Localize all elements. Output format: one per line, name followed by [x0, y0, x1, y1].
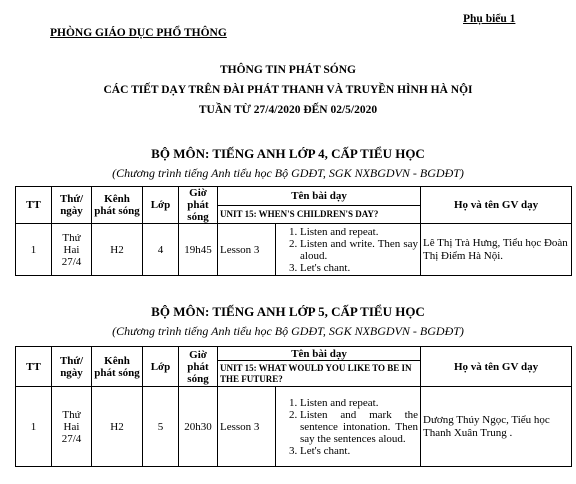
department-name: PHÒNG GIÁO DỤC PHỔ THÔNG — [50, 27, 227, 39]
col-channel: Kênh phát sóng — [92, 347, 143, 387]
step-item: 3. Let's chant. — [300, 262, 418, 274]
cell-steps — [276, 387, 421, 467]
col-tt: TT — [16, 347, 52, 387]
section-heading-grade5: BỘ MÔN: TIẾNG ANH LỚP 5, CẤP TIỂU HỌC — [151, 304, 425, 319]
document-subtitle: CÁC TIẾT DẠY TRÊN ĐÀI PHÁT THANH VÀ TRUYỀN HÌNH HÀ NỘI — [103, 84, 473, 96]
cell-steps — [276, 224, 421, 276]
appendix-label: Phụ biểu 1 — [463, 13, 516, 25]
unit-title: UNIT 15: WHEN'S CHILDREN'S DAY? — [218, 205, 421, 224]
col-day: Thứ/ ngày — [52, 347, 92, 387]
section-program-grade4: (Chương trình tiếng Anh tiểu học Bộ GDĐT, SGK NXBGDVN - BGDĐT) — [112, 166, 464, 180]
document-title: THÔNG TIN PHÁT SÓNG — [219, 64, 356, 76]
col-tt: TT — [16, 187, 52, 224]
cell-day: Thứ Hai 27/4 — [52, 387, 92, 467]
cell-lesson: Lesson 3 — [218, 224, 276, 276]
cell-teacher: Dương Thúy Ngọc, Tiểu học Thanh Xuân Trung . — [421, 387, 572, 467]
schedule-table-grade4 — [15, 186, 572, 276]
cell-time: 19h45 — [179, 224, 218, 276]
table-row — [16, 224, 572, 276]
cell-tt: 1 — [16, 224, 52, 276]
step-item: 1. Listen and repeat. — [300, 226, 418, 238]
col-grade: Lớp — [143, 187, 179, 224]
step-item: 2. Listen and mark the sentence intonation. Then say the sentences aloud. — [300, 409, 418, 445]
cell-channel: H2 — [92, 387, 143, 467]
section-heading-grade4: BỘ MÔN: TIẾNG ANH LỚP 4, CẤP TIỂU HỌC — [151, 146, 425, 161]
col-lesson-name: Tên bài dạy — [218, 347, 421, 361]
cell-time: 20h30 — [179, 387, 218, 467]
col-channel: Kênh phát sóng — [92, 187, 143, 224]
step-item: 2. Listen and write. Then say aloud. — [300, 238, 418, 262]
unit-title: UNIT 15: WHAT WOULD YOU LIKE TO BE IN THE FUTURE? — [218, 361, 421, 387]
col-grade: Lớp — [143, 347, 179, 387]
col-teacher: Họ và tên GV dạy — [421, 187, 572, 224]
step-item: 3. Let's chant. — [300, 445, 418, 457]
col-lesson-name: Tên bài dạy — [218, 187, 421, 206]
cell-grade: 5 — [143, 387, 179, 467]
cell-lesson: Lesson 3 — [218, 387, 276, 467]
section-program-grade5: (Chương trình tiếng Anh tiểu học Bộ GDĐT, SGK NXBGDVN - BGDĐT) — [112, 324, 464, 338]
col-time: Giờ phát sóng — [179, 187, 218, 224]
cell-day: Thứ Hai 27/4 — [52, 224, 92, 276]
cell-grade: 4 — [143, 224, 179, 276]
col-day: Thứ/ ngày — [52, 187, 92, 224]
table-row — [16, 387, 572, 467]
cell-teacher: Lê Thị Trà Hưng, Tiểu học Đoàn Thị Điểm Hà Nội. — [421, 224, 572, 276]
cell-channel: H2 — [92, 224, 143, 276]
schedule-table-grade5 — [15, 346, 572, 467]
col-teacher: Họ và tên GV dạy — [421, 347, 572, 387]
cell-tt: 1 — [16, 387, 52, 467]
step-item: 1. Listen and repeat. — [300, 397, 418, 409]
col-time: Giờ phát sóng — [179, 347, 218, 387]
document-week: TUẦN TỪ 27/4/2020 ĐẾN 02/5/2020 — [198, 104, 378, 116]
